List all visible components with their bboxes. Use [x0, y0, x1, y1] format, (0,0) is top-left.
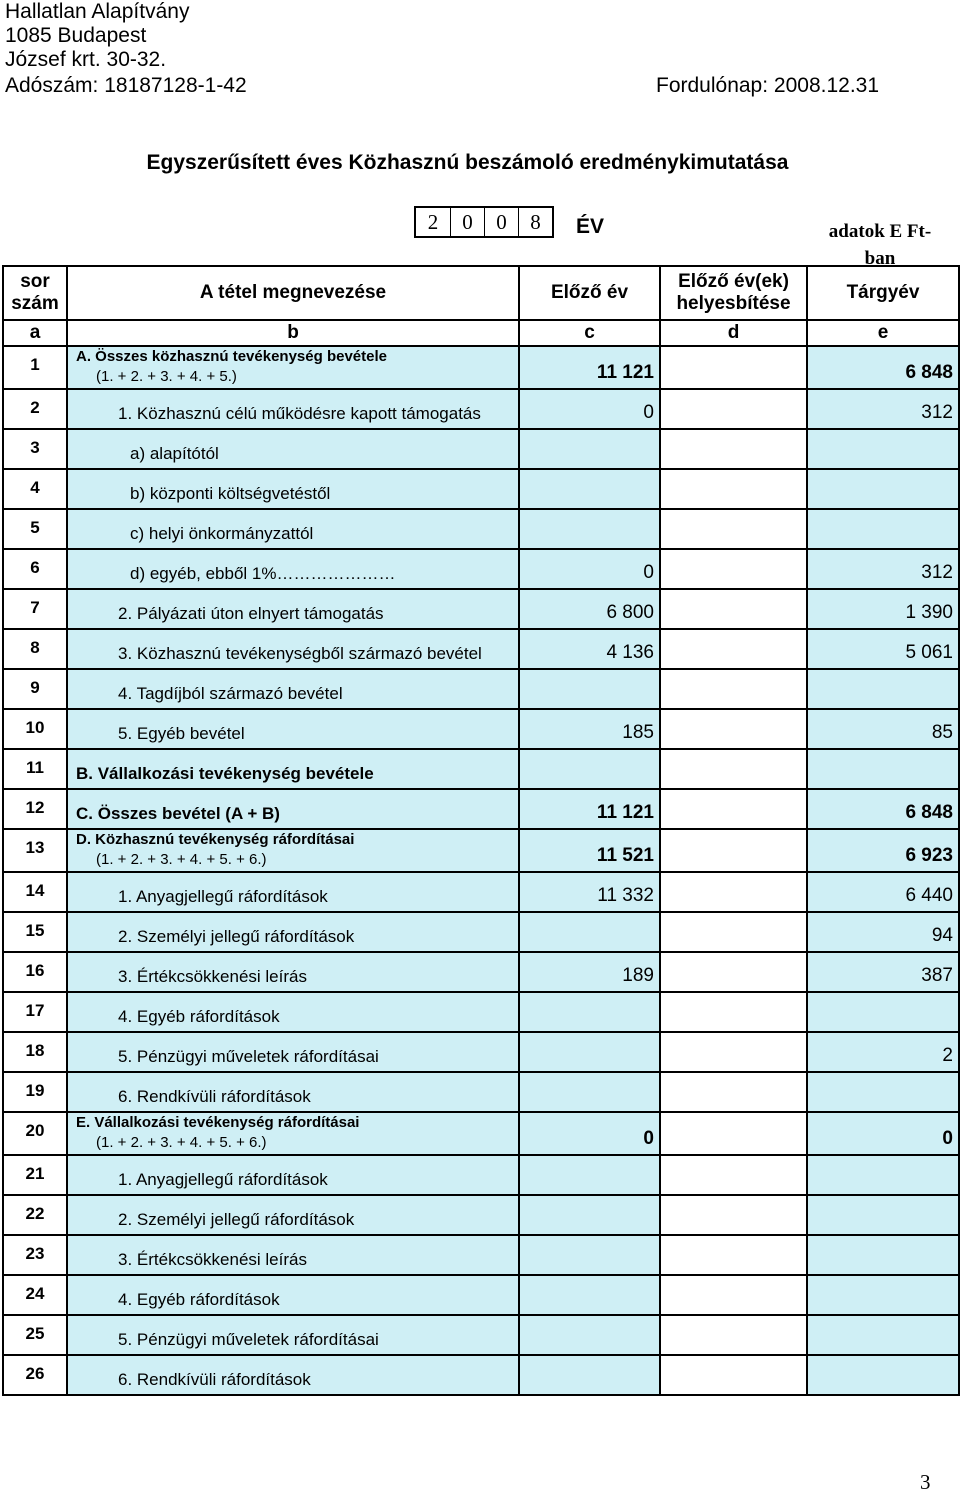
col-helyesbites: [660, 266, 807, 320]
table-row: [3, 829, 959, 872]
table-row: [3, 629, 959, 669]
row-label: 4. Egyéb ráfordítások: [67, 992, 519, 1032]
row-label: C. Összes bevétel (A + B): [67, 789, 519, 829]
table-row: [3, 549, 959, 589]
org-street: József krt. 30-32.: [5, 48, 167, 71]
value-helyesbites: [660, 389, 807, 429]
row-label: 2. Személyi jellegű ráfordítások: [67, 1195, 519, 1235]
value-targy: [807, 1275, 959, 1315]
row-label: 4. Egyéb ráfordítások: [67, 1275, 519, 1315]
value-helyesbites: [660, 829, 807, 872]
value-targy: 6 923: [807, 829, 959, 872]
row-label: 2. Személyi jellegű ráfordítások: [67, 912, 519, 952]
table-row: [3, 669, 959, 709]
year-digit: 0: [450, 208, 484, 236]
value-targy: 5 061: [807, 629, 959, 669]
value-helyesbites: [660, 629, 807, 669]
value-elozo: 4 136: [519, 629, 660, 669]
value-elozo: [519, 1032, 660, 1072]
value-helyesbites: [660, 469, 807, 509]
row-label: 1. Anyagjellegű ráfordítások: [67, 1155, 519, 1195]
year-digit: 8: [518, 208, 552, 236]
value-helyesbites: [660, 549, 807, 589]
row-label: 6. Rendkívüli ráfordítások: [67, 1072, 519, 1112]
row-number: 6: [3, 549, 67, 589]
value-helyesbites: [660, 1275, 807, 1315]
unit-note: [800, 218, 960, 272]
value-elozo: 6 800: [519, 589, 660, 629]
value-targy: 312: [807, 389, 959, 429]
col-letter-a: a: [3, 320, 67, 346]
value-elozo: [519, 1072, 660, 1112]
col-helyesbites-2: helyesbítése: [676, 293, 791, 314]
value-targy: [807, 509, 959, 549]
row-label: c) helyi önkormányzattól: [67, 509, 519, 549]
value-helyesbites: [660, 1112, 807, 1155]
value-targy: 1 390: [807, 589, 959, 629]
col-letter-c: c: [519, 320, 660, 346]
row-number: 3: [3, 429, 67, 469]
value-helyesbites: [660, 1355, 807, 1395]
value-elozo: [519, 469, 660, 509]
value-targy: 387: [807, 952, 959, 992]
row-number: 25: [3, 1315, 67, 1355]
value-targy: [807, 992, 959, 1032]
year-digit: 0: [484, 208, 518, 236]
value-elozo: 185: [519, 709, 660, 749]
value-helyesbites: [660, 1235, 807, 1275]
value-targy: 6 440: [807, 872, 959, 912]
value-helyesbites: [660, 589, 807, 629]
row-label: B. Vállalkozási tevékenység bevétele: [67, 749, 519, 789]
value-helyesbites: [660, 789, 807, 829]
row-number: 13: [3, 829, 67, 872]
row-number: 1: [3, 346, 67, 389]
value-targy: 2: [807, 1032, 959, 1072]
table-row: [3, 429, 959, 469]
row-number: 7: [3, 589, 67, 629]
row-number: 4: [3, 469, 67, 509]
row-label: 5. Egyéb bevétel: [67, 709, 519, 749]
value-helyesbites: [660, 346, 807, 389]
row-number: 19: [3, 1072, 67, 1112]
value-targy: 6 848: [807, 789, 959, 829]
table-row: [3, 1235, 959, 1275]
row-label: 5. Pénzügyi műveletek ráfordításai: [67, 1315, 519, 1355]
table-row: [3, 389, 959, 429]
value-targy: [807, 1195, 959, 1235]
col-elozo: Előző év: [519, 266, 660, 320]
row-number: 9: [3, 669, 67, 709]
row-number: 24: [3, 1275, 67, 1315]
fordulonap: Fordulónap: 2008.12.31: [656, 74, 880, 97]
col-targy: Tárgyév: [807, 266, 959, 320]
table-row: [3, 509, 959, 549]
value-elozo: [519, 1315, 660, 1355]
table-row: [3, 469, 959, 509]
table-row: [3, 992, 959, 1032]
value-elozo: 11 121: [519, 346, 660, 389]
value-elozo: 11 521: [519, 829, 660, 872]
row-number: 21: [3, 1155, 67, 1195]
row-number: 5: [3, 509, 67, 549]
table-row: [3, 872, 959, 912]
value-targy: [807, 1072, 959, 1112]
value-elozo: [519, 1355, 660, 1395]
row-label-line-1: D. Közhasznú tevékenység ráfordításai: [76, 831, 355, 848]
table-row: [3, 1315, 959, 1355]
value-elozo: [519, 429, 660, 469]
value-targy: [807, 1355, 959, 1395]
table-row: [3, 1112, 959, 1155]
table-row: [3, 1155, 959, 1195]
value-helyesbites: [660, 669, 807, 709]
col-sor-label: sor: [20, 271, 50, 292]
row-label: 2. Pályázati úton elnyert támogatás: [67, 589, 519, 629]
row-label: 4. Tagdíjból származó bevétel: [67, 669, 519, 709]
row-number: 11: [3, 749, 67, 789]
value-elozo: 11 332: [519, 872, 660, 912]
value-targy: [807, 429, 959, 469]
row-label: [67, 829, 519, 872]
value-elozo: [519, 509, 660, 549]
col-letter-d: d: [660, 320, 807, 346]
value-targy: [807, 1155, 959, 1195]
table-row: [3, 1032, 959, 1072]
page-number: 3: [920, 1470, 931, 1494]
value-targy: 312: [807, 549, 959, 589]
year-boxes: [414, 206, 554, 238]
row-number: 23: [3, 1235, 67, 1275]
row-label-line-2: (1. + 2. + 3. + 4. + 5. + 6.): [96, 851, 267, 868]
value-elozo: 0: [519, 549, 660, 589]
col-helyesbites-1: Előző év(ek): [678, 271, 789, 292]
col-letter-e: e: [807, 320, 959, 346]
value-targy: 94: [807, 912, 959, 952]
value-helyesbites: [660, 429, 807, 469]
row-number: 8: [3, 629, 67, 669]
table-row: [3, 1195, 959, 1235]
row-label-line-2: (1. + 2. + 3. + 4. + 5. + 6.): [96, 1134, 267, 1151]
value-targy: [807, 1315, 959, 1355]
value-helyesbites: [660, 509, 807, 549]
row-number: 26: [3, 1355, 67, 1395]
value-helyesbites: [660, 912, 807, 952]
value-helyesbites: [660, 992, 807, 1032]
value-targy: 6 848: [807, 346, 959, 389]
table-row: [3, 789, 959, 829]
col-szam-label: szám: [11, 293, 59, 314]
value-elozo: [519, 1235, 660, 1275]
value-targy: [807, 1235, 959, 1275]
table-row: [3, 346, 959, 389]
row-label: 3. Értékcsökkenési leírás: [67, 952, 519, 992]
row-number: 20: [3, 1112, 67, 1155]
result-table: [2, 265, 960, 1396]
row-number: 14: [3, 872, 67, 912]
value-elozo: [519, 669, 660, 709]
ev-label: ÉV: [576, 215, 605, 238]
value-targy: 0: [807, 1112, 959, 1155]
value-elozo: 189: [519, 952, 660, 992]
row-number: 17: [3, 992, 67, 1032]
value-targy: [807, 749, 959, 789]
table-row: [3, 912, 959, 952]
value-elozo: [519, 749, 660, 789]
value-elozo: [519, 1275, 660, 1315]
table-row: [3, 589, 959, 629]
value-helyesbites: [660, 952, 807, 992]
row-label: a) alapítótól: [67, 429, 519, 469]
row-label: 6. Rendkívüli ráfordítások: [67, 1355, 519, 1395]
col-letter-b: b: [67, 320, 519, 346]
value-elozo: [519, 912, 660, 952]
row-label: [67, 346, 519, 389]
value-helyesbites: [660, 1315, 807, 1355]
org-name: Hallatlan Alapítvány: [5, 0, 190, 23]
row-number: 16: [3, 952, 67, 992]
row-number: 15: [3, 912, 67, 952]
value-helyesbites: [660, 1032, 807, 1072]
value-elozo: 0: [519, 1112, 660, 1155]
table-row: [3, 1072, 959, 1112]
value-helyesbites: [660, 709, 807, 749]
unit-line-1: adatok E Ft-: [828, 221, 932, 242]
row-label: [67, 1112, 519, 1155]
tax-id: Adószám: 18187128-1-42: [5, 74, 247, 97]
row-label: 3. Közhasznú tevékenységből származó bevétel: [67, 629, 519, 669]
row-label: 1. Közhasznú célú működésre kapott támogatás: [67, 389, 519, 429]
org-city: 1085 Budapest: [5, 24, 147, 47]
value-helyesbites: [660, 1072, 807, 1112]
row-number: 2: [3, 389, 67, 429]
page-title: Egyszerűsített éves Közhasznú beszámoló eredménykimutatása: [146, 151, 789, 174]
row-number: 12: [3, 789, 67, 829]
table-row: [3, 1275, 959, 1315]
row-label: 5. Pénzügyi műveletek ráfordításai: [67, 1032, 519, 1072]
value-elozo: [519, 1155, 660, 1195]
table-row: [3, 1355, 959, 1395]
value-helyesbites: [660, 749, 807, 789]
row-label: 1. Anyagjellegű ráfordítások: [67, 872, 519, 912]
value-targy: [807, 669, 959, 709]
value-elozo: [519, 992, 660, 1032]
row-number: 18: [3, 1032, 67, 1072]
row-label-line-1: E. Vállalkozási tevékenység ráfordításai: [76, 1114, 360, 1131]
row-number: 22: [3, 1195, 67, 1235]
col-name: A tétel megnevezése: [67, 266, 519, 320]
row-label-line-2: (1. + 2. + 3. + 4. + 5.): [96, 368, 237, 385]
value-helyesbites: [660, 872, 807, 912]
value-helyesbites: [660, 1155, 807, 1195]
value-targy: [807, 469, 959, 509]
row-label: 3. Értékcsökkenési leírás: [67, 1235, 519, 1275]
col-sor-szam: [3, 266, 67, 320]
value-elozo: 11 121: [519, 789, 660, 829]
year-digit: 2: [427, 210, 439, 234]
row-number: 10: [3, 709, 67, 749]
row-label: b) központi költségvetéstől: [67, 469, 519, 509]
table-row: [3, 749, 959, 789]
table-row: [3, 709, 959, 749]
row-label-line-1: A. Összes közhasznú tevékenység bevétele: [76, 348, 387, 365]
row-label: d) egyéb, ebből 1%…………………: [67, 549, 519, 589]
value-elozo: 0: [519, 389, 660, 429]
value-helyesbites: [660, 1195, 807, 1235]
table-row: [3, 952, 959, 992]
unit-line-2: ban: [864, 248, 896, 269]
value-elozo: [519, 1195, 660, 1235]
value-targy: 85: [807, 709, 959, 749]
